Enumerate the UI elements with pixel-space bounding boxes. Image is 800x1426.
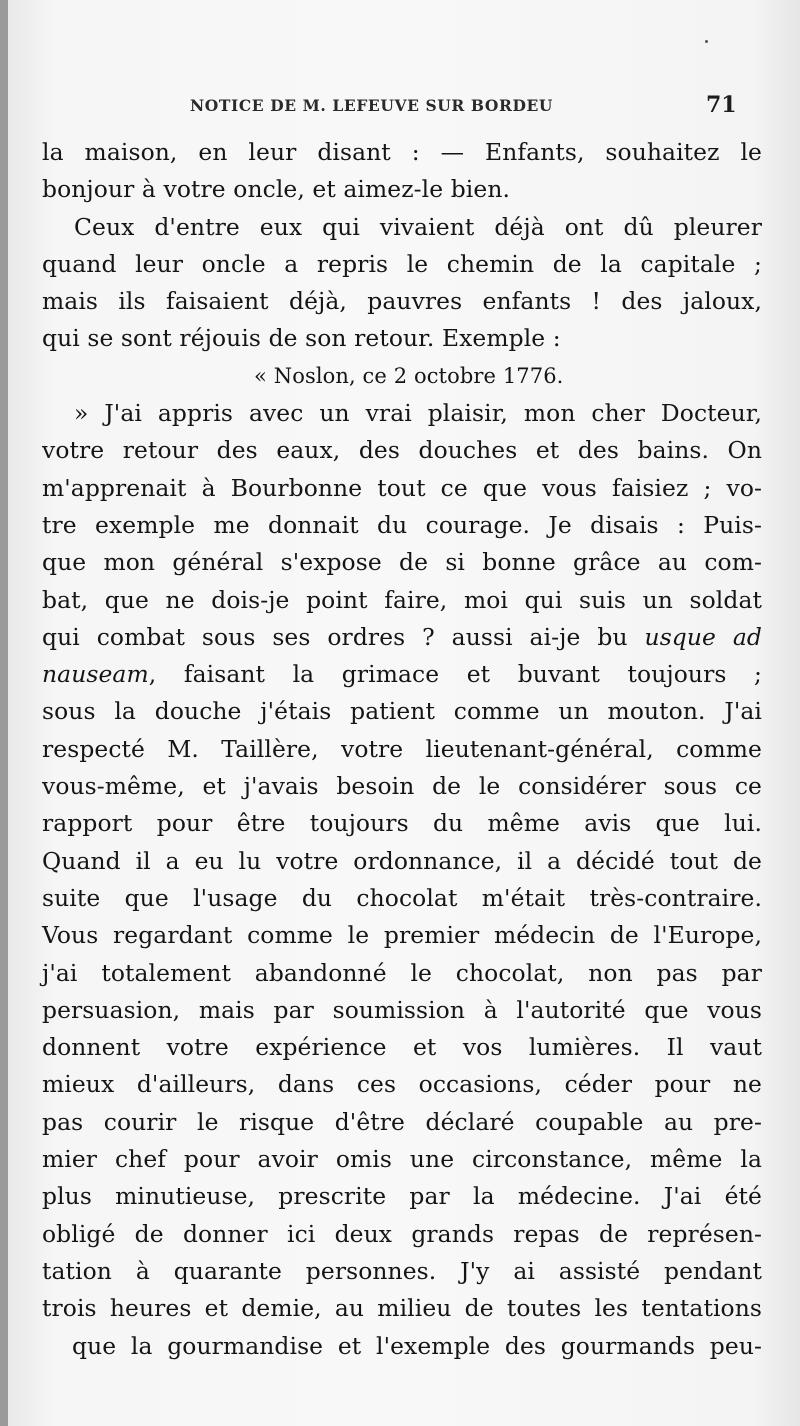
text-line: pas courir le risque d'être déclaré coupable au pre- <box>42 1107 762 1136</box>
running-title: NOTICE DE M. LEFEUVE SUR BORDEU <box>190 96 554 115</box>
running-head <box>8 92 800 120</box>
text-line: bat, que ne dois-je point faire, moi qui suis un soldat <box>42 585 762 614</box>
text-line: mais ils faisaient déjà, pauvres enfants ! des jaloux, <box>42 287 762 316</box>
text-line: sous la douche j'étais patient comme un mouton. J'ai <box>42 697 762 726</box>
text-line: » J'ai appris avec un vrai plaisir, mon cher Docteur, <box>74 399 762 428</box>
latin-phrase: usque ad <box>644 622 762 651</box>
body-text <box>42 134 762 1365</box>
text-line: persuasion, mais par soumission à l'autorité que vous <box>42 995 762 1024</box>
text-line: bonjour à votre oncle, et aimez-le bien. <box>42 175 511 204</box>
latin-phrase: nauseam <box>42 660 149 689</box>
text-line: quand leur oncle a repris le chemin de la capitale ; <box>42 249 762 278</box>
text-line: que la gourmandise et l'exemple des gourmands peu- <box>72 1331 762 1360</box>
line-segment: qui combat sous ses ordres ? aussi ai-je bu <box>42 622 628 651</box>
text-line: suite que l'usage du chocolat m'était très-contraire. <box>42 883 762 912</box>
print-speck <box>705 40 708 43</box>
text-line: respecté M. Taillère, votre lieutenant-général, comme <box>42 734 762 763</box>
text-line: vous-même, et j'avais besoin de le considérer sous ce <box>42 772 762 801</box>
text-line: rapport pour être toujours du même avis que lui. <box>42 809 762 838</box>
text-line: mieux d'ailleurs, dans ces occasions, céder pour ne <box>42 1070 762 1099</box>
text-line <box>42 619 762 656</box>
text-line: la maison, en leur disant : — Enfants, souhaitez le <box>42 138 762 166</box>
text-line: plus minutieuse, prescrite par la médecine. J'ai été <box>42 1182 762 1211</box>
text-line: mier chef pour avoir omis une circonstance, même la <box>42 1145 762 1174</box>
text-line: qui se sont réjouis de son retour. Exemple : <box>42 324 561 353</box>
text-line: Ceux d'entre eux qui vivaient déjà ont dû pleurer <box>74 212 762 241</box>
page-number: 71 <box>706 92 737 118</box>
line-segment: , faisant la grimace et buvant toujours ; <box>148 660 762 689</box>
text-line: que mon général s'expose de si bonne grâce au com- <box>42 548 762 577</box>
text-line: Vous regardant comme le premier médecin de l'Europe, <box>42 921 762 950</box>
text-line: obligé de donner ici deux grands repas de représen- <box>42 1219 762 1248</box>
text-line: tre exemple me donnait du courage. Je disais : Puis- <box>42 510 762 539</box>
letter-dateline: « Noslon, ce 2 octobre 1776. <box>254 363 564 388</box>
text-line: trois heures et demie, au milieu de toutes les tentations <box>42 1294 762 1323</box>
text-line: j'ai totalement abandonné le chocolat, non pas par <box>42 958 762 987</box>
text-line: tation à quarante personnes. J'y ai assisté pendant <box>42 1256 762 1285</box>
book-page <box>8 0 800 1426</box>
text-line: m'apprenait à Bourbonne tout ce que vous faisiez ; vo- <box>42 473 762 502</box>
text-line: donnent votre expérience et vos lumières. Il vaut <box>42 1033 762 1062</box>
text-line: Quand il a eu lu votre ordonnance, il a décidé tout de <box>42 846 762 875</box>
text-line <box>42 656 762 693</box>
text-line: votre retour des eaux, des douches et des bains. On <box>42 436 762 465</box>
